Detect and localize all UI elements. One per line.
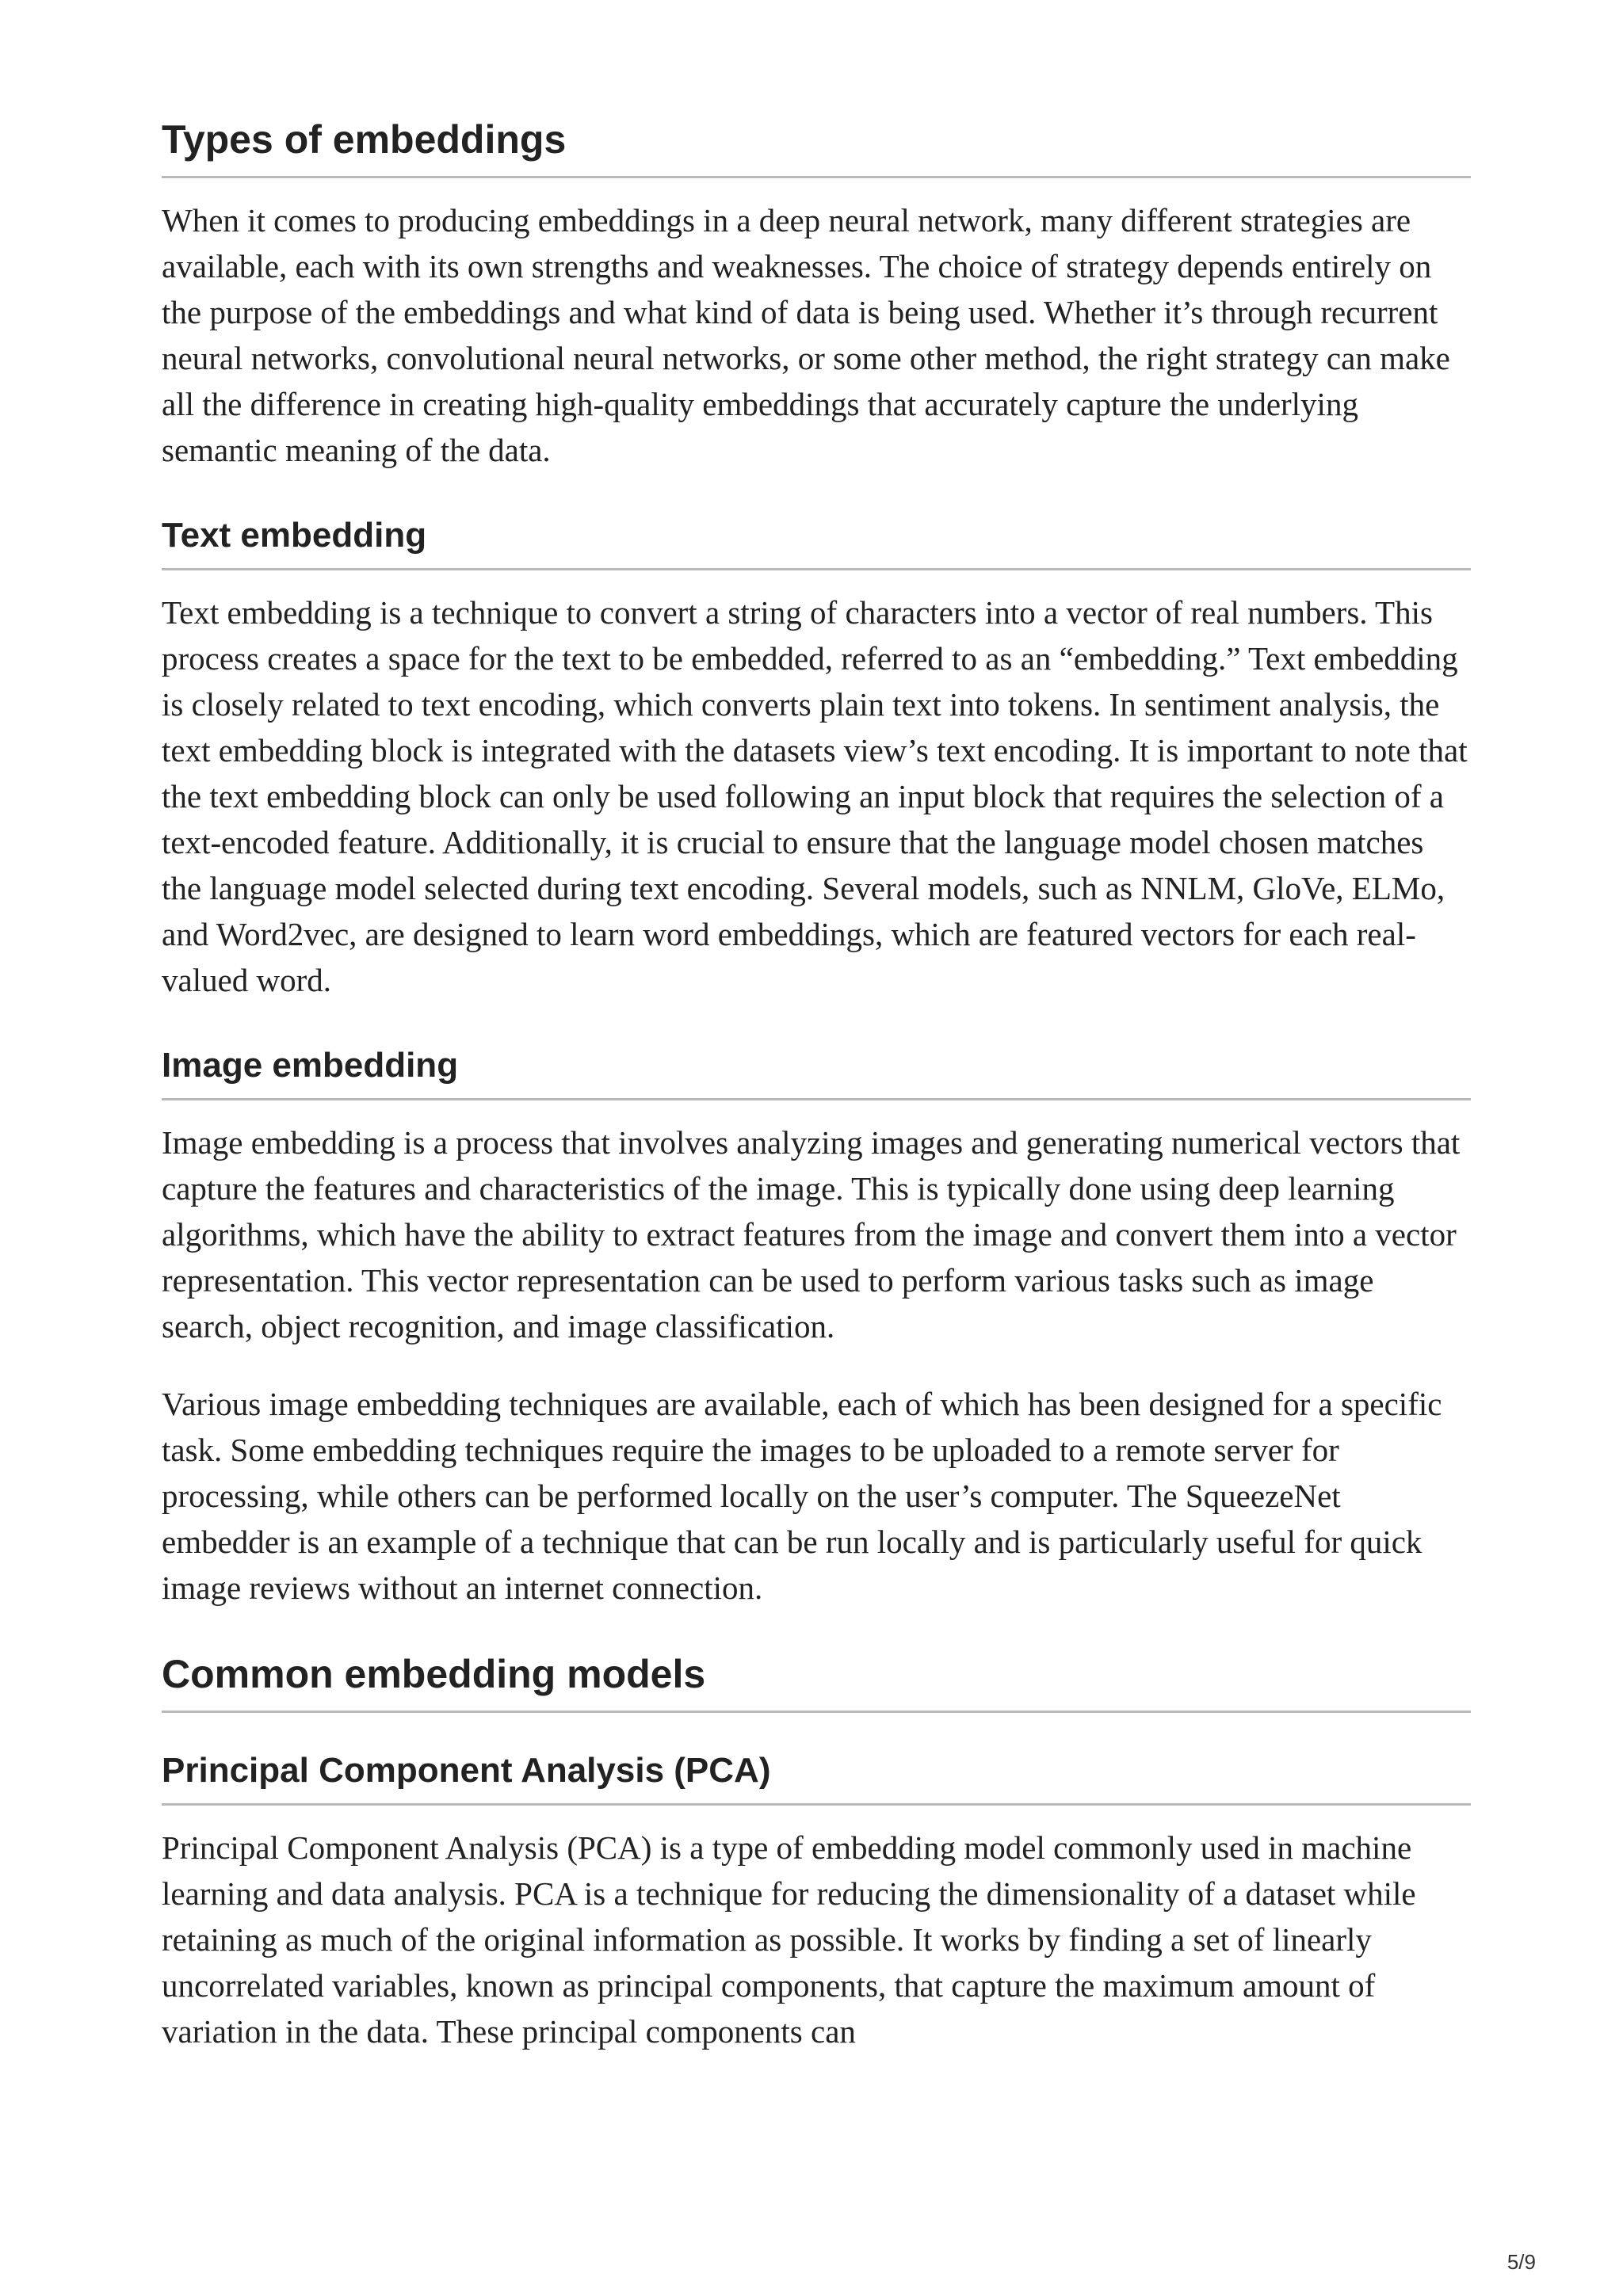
paragraph-text-embedding: Text embedding is a technique to convert a string of characters into a vector of real numbers. This process creates a space for the text to be embedded, referred to as an “embedding.” Text embedding is closely related to text encoding, which converts plain text into tokens. In sentiment analysis, the text embedding block is integrated with the datasets view’s text encoding. It is important to note that the text embedding block can only be used following an input block that requires the selection of a text-encoded feature. Additionally, it is crucial to ensure that the language model chosen matches the language model selected during text encoding. Several models, such as NNLM, GloVe, ELMo, and Word2vec, are designed to learn word embeddings, which are featured vectors for each real-valued word. [162, 594, 1468, 998]
document-page [162, 0, 1471, 2054]
paragraph-pca: Principal Component Analysis (PCA) is a type of embedding model commonly used in machine learning and data analysis. PCA is a technique for reducing the dimensionality of a dataset while retaining as much of the original information as possible. It works by finding a set of linearly uncorrelated variables, known as principal components, that capture the maximum amount of variation in the data. These principal components can [162, 1829, 1416, 2050]
paragraph-image-embedding-2: Various image embedding techniques are available, each of which has been designed for a specific task. Some embedding techniques require the images to be uploaded to a remote server for processing, while others can be performed locally on the user’s computer. The SqueezeNet embedder is an example of a technique that can be run locally and is particularly useful for quick image reviews without an internet connection. [162, 1386, 1442, 1606]
heading-common-embedding-models: Common embedding models [162, 1650, 1471, 1713]
heading-types-of-embeddings: Types of embeddings [162, 116, 1471, 178]
page-number: 5/9 [1507, 2250, 1536, 2274]
heading-pca: Principal Component Analysis (PCA) [162, 1749, 1471, 1806]
heading-text-embedding: Text embedding [162, 514, 1471, 570]
heading-image-embedding: Image embedding [162, 1044, 1471, 1100]
paragraph-image-embedding-1: Image embedding is a process that involves analyzing images and generating numerical vectors that capture the features and characteristics of the image. This is typically done using deep learning algorithms, which have the ability to extract features from the image and convert them into a vector representation. This vector representation can be used to perform various tasks such as image search, object recognition, and image classification. [162, 1124, 1461, 1344]
paragraph-types-of-embeddings: When it comes to producing embeddings in a deep neural network, many different strategies are available, each with its own strengths and weaknesses. The choice of strategy depends entirely on the purpose of the embeddings and what kind of data is being used. Whether it’s through recurrent neural networks, convolutional neural networks, or some other method, the right strategy can make all the difference in creating high-quality embeddings that accurately capture the underlying semantic meaning of the data. [162, 202, 1450, 468]
